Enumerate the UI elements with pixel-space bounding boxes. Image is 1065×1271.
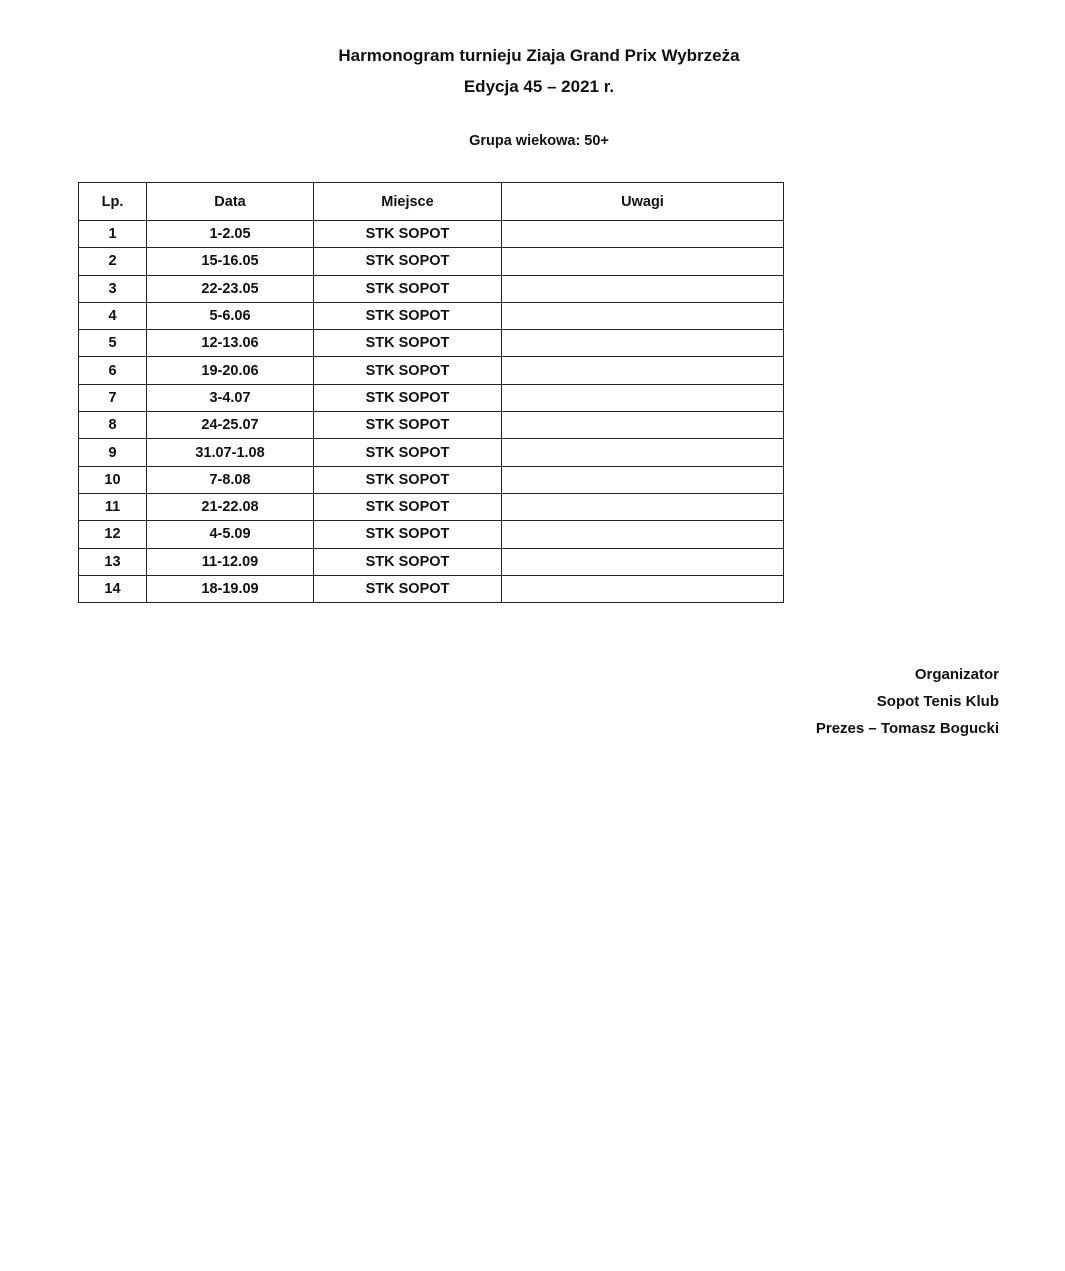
cell-lp: 5	[79, 330, 147, 357]
schedule-table	[78, 182, 784, 603]
cell-date: 11-12.09	[147, 548, 314, 575]
cell-location: STK SOPOT	[314, 548, 502, 575]
cell-notes	[502, 357, 784, 384]
cell-date: 19-20.06	[147, 357, 314, 384]
cell-notes	[502, 493, 784, 520]
cell-notes	[502, 330, 784, 357]
cell-lp: 10	[79, 466, 147, 493]
column-header-uwagi: Uwagi	[502, 183, 784, 221]
table-row	[79, 357, 784, 384]
cell-date: 7-8.08	[147, 466, 314, 493]
cell-lp: 8	[79, 412, 147, 439]
signature-president-name: Prezes – Tomasz Bogucki	[815, 720, 999, 737]
table-row	[79, 248, 784, 275]
cell-date: 31.07-1.08	[147, 439, 314, 466]
cell-location: STK SOPOT	[314, 357, 502, 384]
cell-lp: 2	[79, 248, 147, 275]
cell-lp: 12	[79, 521, 147, 548]
cell-lp: 11	[79, 493, 147, 520]
cell-notes	[502, 221, 784, 248]
table-row	[79, 466, 784, 493]
table-row	[79, 330, 784, 357]
document-subtitle-edition: Edycja 45 – 2021 r.	[463, 77, 615, 96]
table-row	[79, 548, 784, 575]
signature-block	[816, 661, 999, 742]
cell-location: STK SOPOT	[314, 384, 502, 411]
cell-notes	[502, 439, 784, 466]
cell-location: STK SOPOT	[314, 330, 502, 357]
cell-location: STK SOPOT	[314, 521, 502, 548]
cell-location: STK SOPOT	[314, 466, 502, 493]
cell-lp: 3	[79, 275, 147, 302]
cell-notes	[502, 302, 784, 329]
cell-date: 12-13.06	[147, 330, 314, 357]
table-row	[79, 384, 784, 411]
cell-date: 24-25.07	[147, 412, 314, 439]
cell-lp: 13	[79, 548, 147, 575]
cell-date: 21-22.08	[147, 493, 314, 520]
document-title: Harmonogram turnieju Ziaja Grand Prix Wybrzeża	[338, 46, 740, 65]
age-group-label: Grupa wiekowa: 50+	[469, 133, 609, 149]
cell-notes	[502, 384, 784, 411]
cell-date: 22-23.05	[147, 275, 314, 302]
cell-date: 1-2.05	[147, 221, 314, 248]
signature-club-name: Sopot Tenis Klub	[876, 693, 999, 710]
cell-lp: 9	[79, 439, 147, 466]
table-row	[79, 521, 784, 548]
table-header-row	[79, 183, 784, 221]
cell-location: STK SOPOT	[314, 275, 502, 302]
cell-lp: 7	[79, 384, 147, 411]
cell-notes	[502, 412, 784, 439]
cell-location: STK SOPOT	[314, 575, 502, 602]
cell-notes	[502, 248, 784, 275]
cell-location: STK SOPOT	[314, 221, 502, 248]
cell-date: 18-19.09	[147, 575, 314, 602]
table-row	[79, 412, 784, 439]
cell-lp: 1	[79, 221, 147, 248]
table-row	[79, 275, 784, 302]
cell-location: STK SOPOT	[314, 302, 502, 329]
cell-date: 4-5.09	[147, 521, 314, 548]
cell-date: 15-16.05	[147, 248, 314, 275]
cell-location: STK SOPOT	[314, 493, 502, 520]
table-row	[79, 575, 784, 602]
cell-notes	[502, 275, 784, 302]
cell-notes	[502, 521, 784, 548]
cell-date: 5-6.06	[147, 302, 314, 329]
table-row	[79, 493, 784, 520]
cell-location: STK SOPOT	[314, 412, 502, 439]
table-row	[79, 302, 784, 329]
cell-date: 3-4.07	[147, 384, 314, 411]
table-row	[79, 439, 784, 466]
cell-notes	[502, 548, 784, 575]
cell-notes	[502, 466, 784, 493]
cell-location: STK SOPOT	[314, 439, 502, 466]
table-row	[79, 221, 784, 248]
column-header-miejsce: Miejsce	[314, 183, 502, 221]
signature-organizer-label: Organizator	[914, 666, 999, 683]
cell-lp: 4	[79, 302, 147, 329]
cell-location: STK SOPOT	[314, 248, 502, 275]
column-header-lp: Lp.	[79, 183, 147, 221]
cell-notes	[502, 575, 784, 602]
schedule-table-body	[79, 221, 784, 603]
column-header-data: Data	[147, 183, 314, 221]
cell-lp: 6	[79, 357, 147, 384]
cell-lp: 14	[79, 575, 147, 602]
